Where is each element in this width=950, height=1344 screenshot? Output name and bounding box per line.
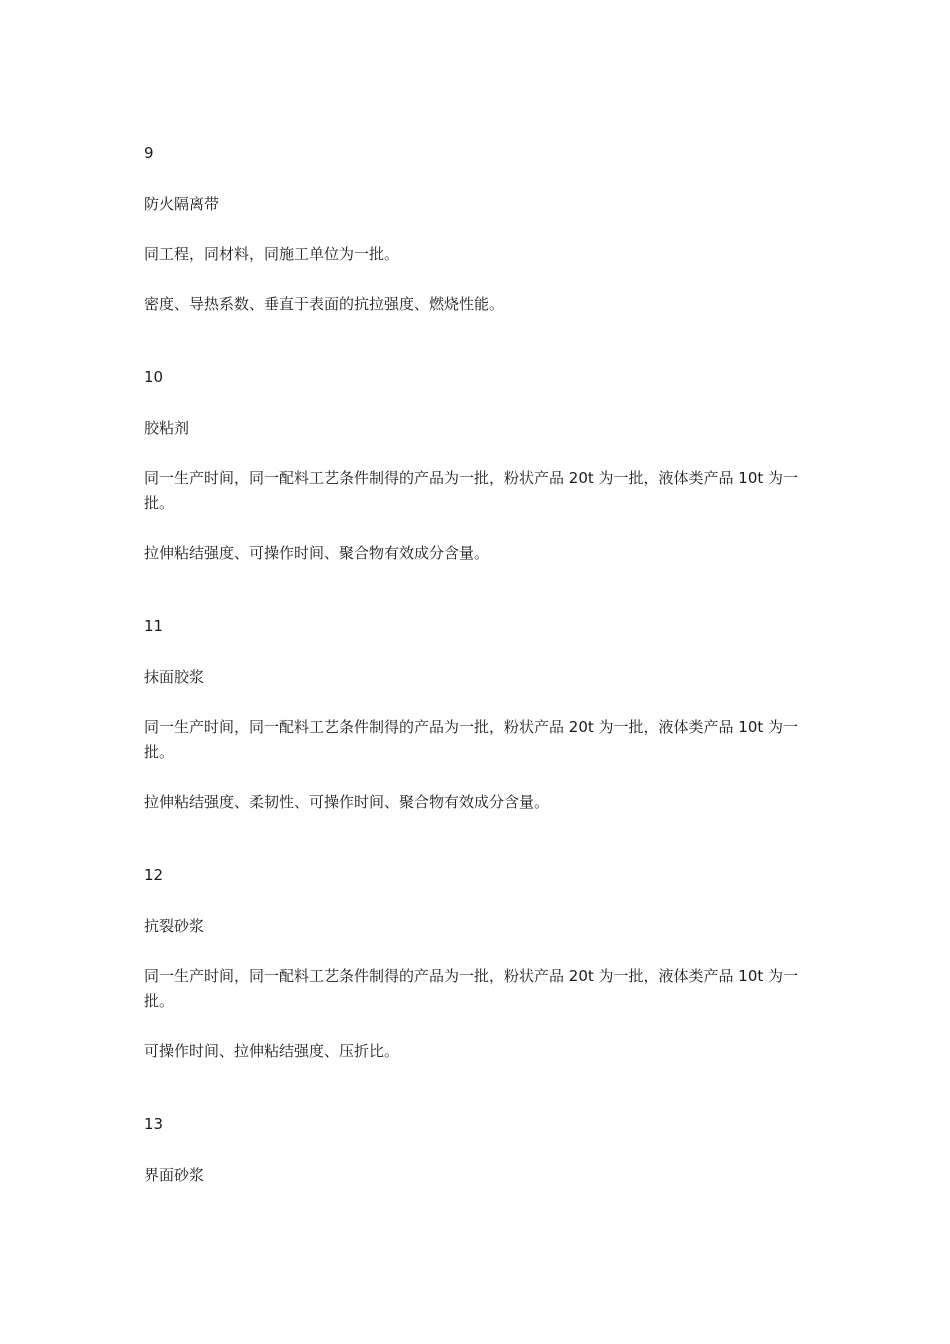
entry-12 — [144, 865, 814, 1064]
entry-name: 抗裂砂浆 — [144, 917, 205, 935]
entry-name: 防火隔离带 — [144, 195, 220, 213]
entry-number: 13 — [144, 1115, 164, 1133]
entry-11 — [144, 616, 814, 815]
entry-name: 界面砂浆 — [144, 1166, 205, 1184]
entry-number: 9 — [144, 144, 154, 162]
entry-batch-rule: 同一生产时间，同一配料工艺条件制得的产品为一批，粉状产品 20t 为一批，液体类产品 10t 为一批。 — [144, 718, 799, 761]
entry-batch-rule: 同工程，同材料，同施工单位为一批。 — [144, 245, 400, 263]
entry-test-items: 密度、导热系数、垂直于表面的抗拉强度、燃烧性能。 — [144, 295, 505, 313]
entry-batch-rule: 同一生产时间，同一配料工艺条件制得的产品为一批，粉状产品 20t 为一批，液体类产品 10t 为一批。 — [144, 967, 799, 1010]
entry-9 — [144, 143, 814, 317]
entry-number: 12 — [144, 866, 164, 884]
entry-test-items: 拉伸粘结强度、柔韧性、可操作时间、聚合物有效成分含量。 — [144, 793, 550, 811]
entry-name: 抹面胶浆 — [144, 668, 205, 686]
entry-name: 胶粘剂 — [144, 419, 190, 437]
entry-number: 10 — [144, 368, 164, 386]
entry-10 — [144, 367, 814, 566]
entry-number: 11 — [144, 617, 164, 635]
entry-test-items: 拉伸粘结强度、可操作时间、聚合物有效成分含量。 — [144, 544, 490, 562]
entry-batch-rule: 同一生产时间，同一配料工艺条件制得的产品为一批，粉状产品 20t 为一批，液体类产品 10t 为一批。 — [144, 469, 799, 512]
entry-test-items: 可操作时间、拉伸粘结强度、压折比。 — [144, 1042, 400, 1060]
entry-13 — [144, 1114, 814, 1188]
